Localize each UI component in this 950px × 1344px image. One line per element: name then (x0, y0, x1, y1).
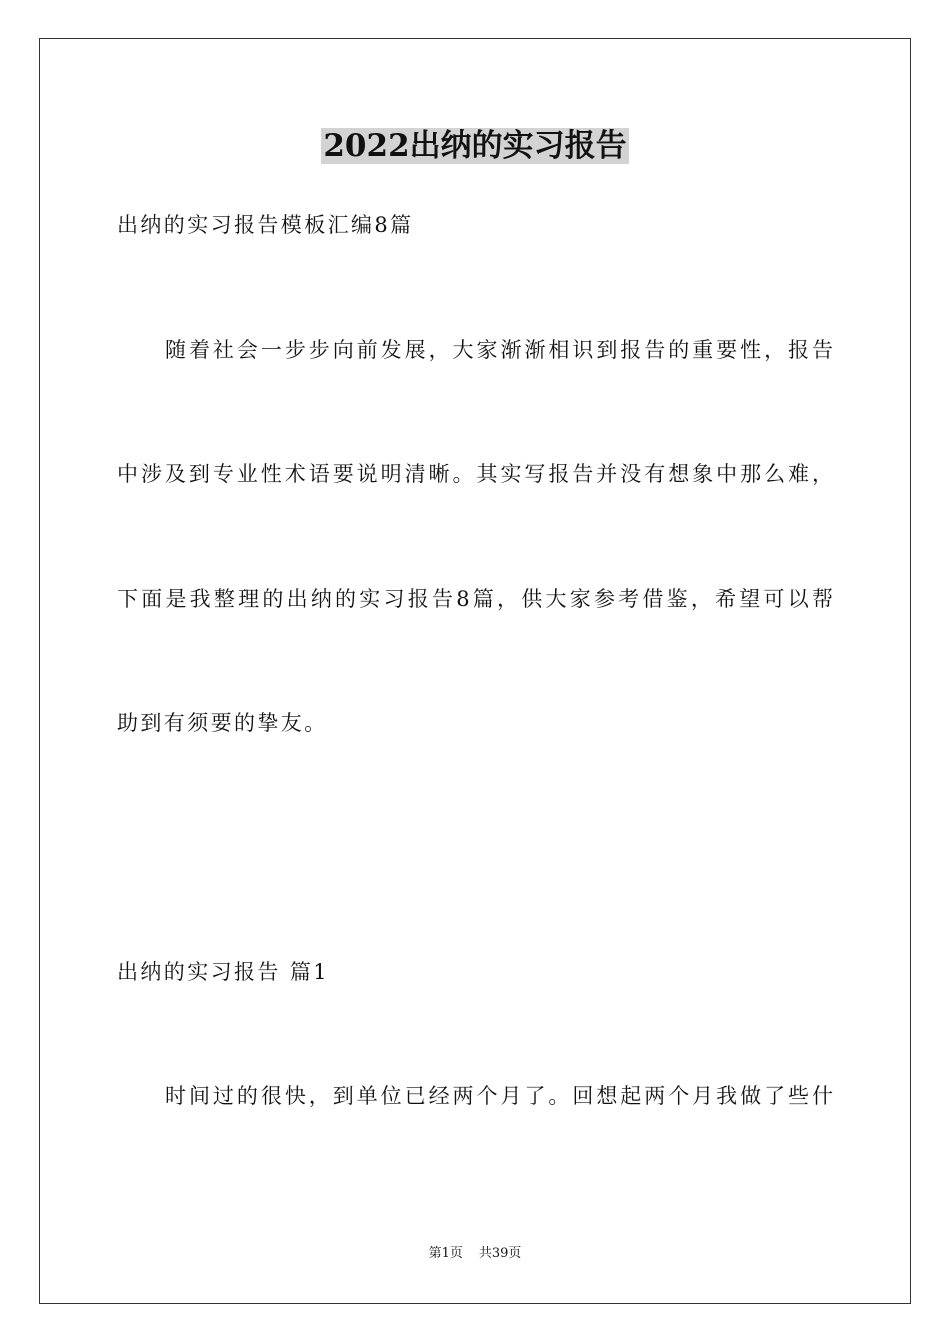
document-title (0, 124, 950, 168)
document-subtitle: 出纳的实习报告模板汇编8篇 (117, 213, 414, 237)
intro-line-1: 随着社会一步步向前发展，大家渐渐相识到报告的重要性，报告 (165, 338, 833, 362)
intro-line-4: 助到有须要的挚友。 (117, 711, 328, 735)
page-number-current: 第1页 (428, 1246, 463, 1261)
intro-line-2: 中涉及到专业性术语要说明清晰。其实写报告并没有想象中那么难， (117, 462, 833, 486)
page-number-total: 共39页 (478, 1246, 522, 1261)
page-footer (0, 1245, 950, 1263)
title-text: 2022出纳的实习报告 (323, 128, 627, 164)
section-line-1: 时间过的很快，到单位已经两个月了。回想起两个月我做了些什 (165, 1084, 833, 1108)
section-heading: 出纳的实习报告 篇1 (117, 960, 330, 984)
intro-line-3: 下面是我整理的出纳的实习报告8篇，供大家参考借鉴，希望可以帮 (117, 587, 833, 611)
